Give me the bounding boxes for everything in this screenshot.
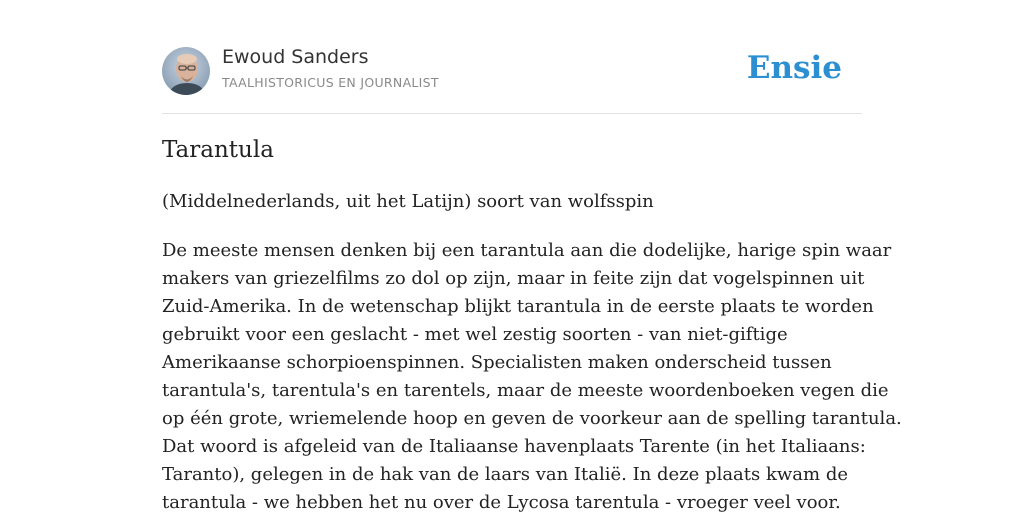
body-line: gebruikt voor een geslacht - met wel zestig soorten - van niet-giftige [162, 324, 788, 345]
header-divider [162, 113, 862, 114]
body-line: op één grote, wriemelende hoop en geven de voorkeur aan de spelling tarantula. [162, 408, 902, 429]
body-line: De meeste mensen denken bij een tarantula aan die dodelijke, harige spin waar [162, 240, 892, 261]
article-definition: (Middelnederlands, uit het Latijn) soort van wolfsspin [162, 191, 654, 212]
body-line: Dat woord is afgeleid van de Italiaanse havenplaats Tarente (in het Italiaans: [162, 436, 866, 457]
person-portrait-icon [162, 47, 210, 95]
author-name[interactable]: Ewoud Sanders [222, 46, 369, 68]
body-line: tarantula - we hebben het nu over de Lycosa tarentula - vroeger veel voor. [162, 492, 841, 512]
body-line: tarantula's, tarentula's en tarentels, maar de meeste woordenboeken vegen die [162, 380, 889, 401]
body-line: Amerikaanse schorpioenspinnen. Specialisten maken onderscheid tussen [162, 352, 832, 373]
article-header [162, 46, 862, 96]
body-line: makers van griezelfilms zo dol op zijn, maar in feite zijn dat vogelspinnen uit [162, 268, 865, 289]
article-body [162, 237, 902, 512]
body-line: Zuid-Amerika. In de wetenschap blijkt tarantula in de eerste plaats te worden [162, 296, 874, 317]
ensie-logo[interactable]: Ensie [746, 50, 842, 86]
article-title: Tarantula [162, 137, 274, 163]
author-role: TAALHISTORICUS EN JOURNALIST [222, 75, 439, 90]
body-line: Taranto), gelegen in de hak van de laars van Italië. In deze plaats kwam de [162, 464, 848, 485]
author-avatar[interactable] [162, 47, 210, 95]
